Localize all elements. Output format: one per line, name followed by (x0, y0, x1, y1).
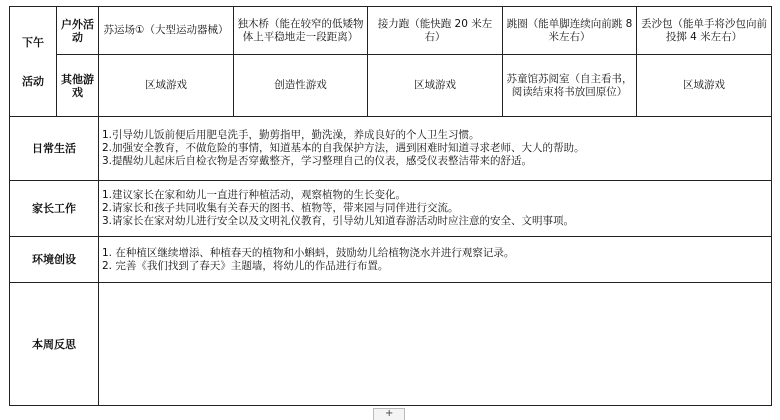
daily-life-item-2: 2.加强安全教育，不做危险的事情，知道基本的自我保护方法，遇到困难时知道寻求老师、大人的帮助。 (102, 142, 585, 154)
other-games-label: 其他游戏 (57, 55, 99, 117)
environment-label: 环境创设 (10, 237, 99, 283)
parents-item-3: 3.请家长在家对幼儿进行安全以及文明礼仪教育，引导幼儿知道春游活动时应注意的安全、文明事项。 (102, 215, 575, 227)
daily-life-row (10, 117, 772, 181)
parents-row (10, 181, 772, 237)
other-game-3: 区域游戏 (368, 55, 503, 117)
afternoon-label-line1: 下午 (22, 35, 44, 49)
weekly-plan-table (9, 6, 772, 406)
daily-life-content (99, 117, 772, 181)
other-game-2: 创造性游戏 (234, 55, 368, 117)
outdoor-activity-3: 接力跑（能快跑 20 米左右） (368, 7, 503, 55)
other-game-1: 区域游戏 (99, 55, 234, 117)
daily-life-item-1: 1.引导幼儿饭前便后用肥皂洗手，勤剪指甲，勤洗澡，养成良好的个人卫生习惯。 (102, 129, 480, 141)
parents-label: 家长工作 (10, 181, 99, 237)
environment-content (99, 237, 772, 283)
daily-life-item-3: 3.提醒幼儿起床后自检衣物是否穿戴整齐，学习整理自己的仪表，感受仪表整洁带来的舒适。 (102, 155, 533, 167)
outdoor-activity-2: 独木桥（能在较窄的低矮物体上平稳地走一段距离） (234, 7, 368, 55)
reflection-row (10, 283, 772, 406)
environment-row (10, 237, 772, 283)
parents-content (99, 181, 772, 237)
other-games-row (10, 55, 772, 117)
add-row-tab[interactable] (373, 408, 405, 420)
outdoor-label: 户外活动 (57, 7, 99, 55)
outdoor-row (10, 7, 772, 55)
environment-item-1: 1. 在种植区继续增添、种植春天的植物和小蝌蚪，鼓励幼儿给植物浇水并进行观察记录。 (102, 246, 515, 259)
reflection-label: 本周反思 (10, 283, 99, 406)
reflection-content[interactable] (99, 283, 772, 406)
daily-life-label: 日常生活 (10, 117, 99, 181)
plus-icon: + (385, 408, 394, 419)
afternoon-label-cell (10, 7, 57, 117)
parents-item-1: 1.建议家长在家和幼儿一直进行种植活动，观察植物的生长变化。 (102, 189, 407, 201)
outdoor-activity-1: 苏运场①（大型运动器械） (99, 7, 234, 55)
outdoor-activity-5: 丢沙包（能单手将沙包向前投掷 4 米左右） (637, 7, 772, 55)
other-game-4: 苏童馆苏阅室（自主看书，阅读结束将书放回原位） (503, 55, 637, 117)
other-game-5: 区域游戏 (637, 55, 772, 117)
environment-item-2: 2. 完善《我们找到了春天》主题墙，将幼儿的作品进行布置。 (102, 259, 389, 272)
parents-item-2: 2.请家长和孩子共同收集有关春天的图书、植物等，带来园与同伴进行交流。 (102, 202, 459, 214)
afternoon-label-line2: 活动 (22, 74, 44, 88)
outdoor-activity-4: 跳圈（能单脚连续向前跳 8 米左右） (503, 7, 637, 55)
